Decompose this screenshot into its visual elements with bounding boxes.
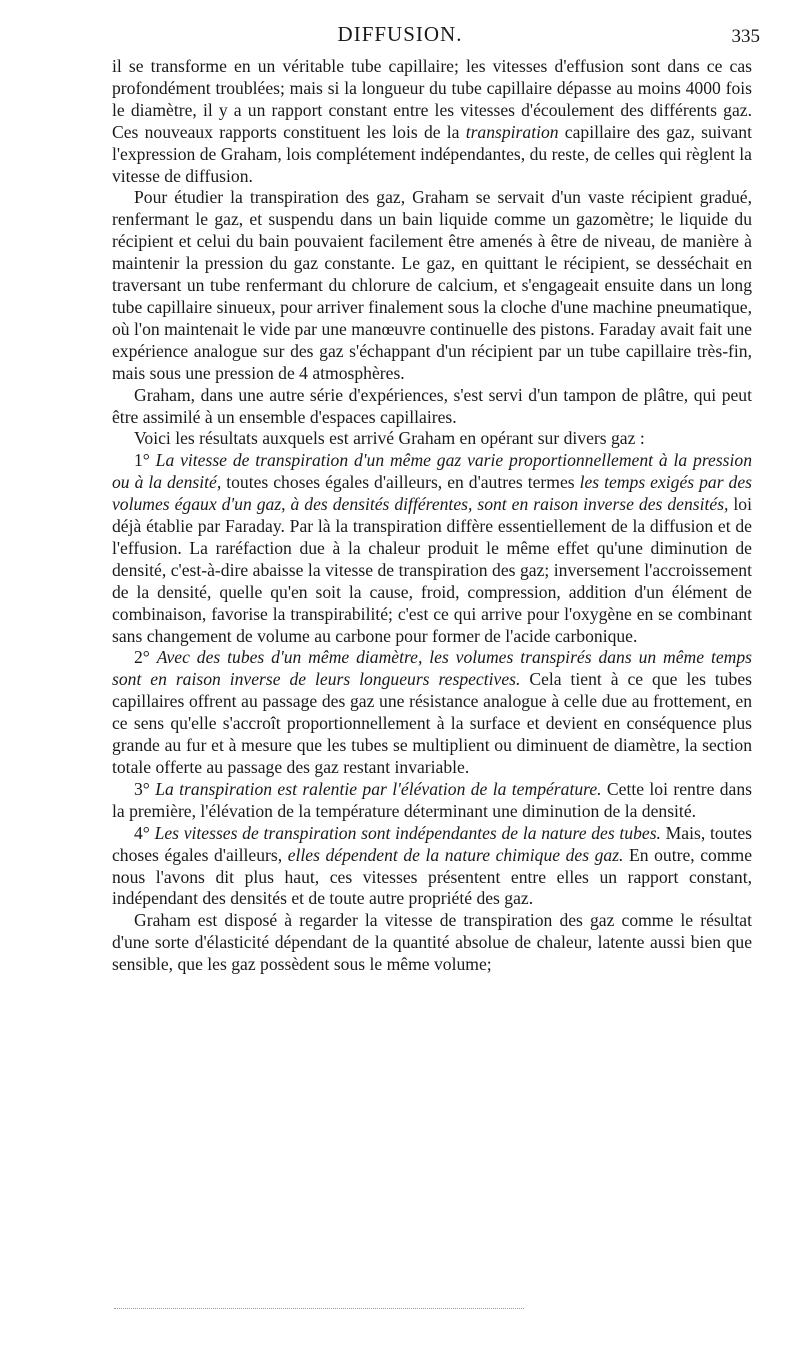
body-text <box>112 56 752 976</box>
italic-text: elles dépendent de la nature chimique des gaz. <box>287 844 624 865</box>
text-run: loi déjà établie par Faraday. Par là la transpiration diffère essentiellement de la diffusion et de l'effusion. La raréfaction due à la chaleur produit le même effet qu'une diminution de densité, c'est-à-dire abaisse la vitesse de transpiration des gaz; inversement l'accroissement de la densité, quelle qu'en soit la cause, froid, compression, addition d'un élément de combinaison, favorise la transpirabilité; c'est ce qui arrive pour l'oxygène en se combinant sans changement de volume au carbone pour former de l'acide carbonique. <box>112 494 752 646</box>
paragraph-law-1 <box>112 450 752 647</box>
italic-text: La vitesse de transpiration d'un même gaz varie proportionnellement à la pression ou à la densité, <box>112 450 753 493</box>
running-title: DIFFUSION. <box>337 22 463 46</box>
italic-text: La transpiration est ralentie par l'élévation de la température. <box>155 778 602 799</box>
italic-text: Avec des tubes d'un même diamètre, les volumes transpirés dans un même temps sont en raison inverse de leurs longueurs respectives. <box>112 647 752 690</box>
italic-text: Les vitesses de transpiration sont indépendantes de la nature des tubes. <box>154 822 661 843</box>
text-run: 4° <box>134 822 155 843</box>
page-number: 335 <box>731 26 760 47</box>
text-run: Graham, dans une autre série d'expériences, s'est servi d'un tampon de plâtre, qui peut être assimilé à un ensemble d'espaces capillaires. <box>112 384 752 427</box>
paragraph-results-intro <box>112 428 752 450</box>
text-run: 2° <box>134 647 157 668</box>
text-run: Voici les résultats auxquels est arrivé Graham en opérant sur divers gaz : <box>134 428 645 449</box>
text-run: Pour étudier la transpiration des gaz, Graham se servait d'un vaste récipient gradué, renfermant le gaz, et suspendu dans un bain liquide comme un gazomètre; le liquide du récipient et celui du bain pouvaient facilement être amenés à être de niveau, de manière à maintenir la pression du gaz constante. Le gaz, en quittant le récipient, se desséchait en traversant un tube renfermant du chlorure de calcium, et s'engageait ensuite dans un long tube capillaire sinueux, pour arriver finalement sous la cloche d'une machine pneumatique, où l'on maintenait le vide par une manœuvre continuelle des pistons. Faraday avait fait une expérience analogue sur des gaz s'échappant d'un récipient par un tube capillaire très-fin, mais sous une pression de 4 atmosphères. <box>112 187 752 383</box>
text-run: 1° <box>134 450 156 471</box>
text-run: Cette loi rentre dans la première, l'élévation de la température déterminant une diminution de la densité. <box>112 778 752 821</box>
paragraph-law-4 <box>112 823 752 911</box>
text-run: il se transforme en un véritable tube capillaire; les vitesses d'effusion sont dans ce cas profondément troublées; mais si la longueur du tube capillaire dépasse au moins 4000 fois le diamètre, il y a un rapport constant entre les vitesses d'écoulement des différents gaz. Ces nouveaux rapports constituent les lois de la <box>112 56 752 142</box>
italic-text: les temps exigés par des volumes égaux d'un gaz, à des densités différentes, sont en raison inverse des densités, <box>112 472 752 515</box>
text-run: En outre, comme nous l'avons dit plus haut, ces vitesses présentent entre elles un rapport constant, indépendant des densités et de toute autre propriété des gaz. <box>112 844 753 909</box>
text-run: Mais, toutes choses égales d'ailleurs, <box>112 822 752 865</box>
text-run: toutes choses égales d'ailleurs, en d'autres termes <box>221 472 580 493</box>
text-run: capillaire des gaz, suivant l'expression de Graham, lois complétement indépendantes, du reste, de celles qui règlent la vitesse de diffusion. <box>112 121 752 186</box>
text-run: Cela tient à ce que les tubes capillaires offrent au passage des gaz une résistance analogue à celle due au frottement, en ce sens qu'elle s'accroît proportionnellement à la surface et devient en conséquence plus grande au fur et à mesure que les tubes se multiplient ou diminuent de diamètre, la section totale offerte au passage des gaz restant invariable. <box>112 669 753 777</box>
paragraph-law-3 <box>112 779 752 823</box>
paragraph-apparatus <box>112 187 752 384</box>
footer-dotted-rule <box>114 1308 524 1309</box>
text-run: 3° <box>134 778 156 799</box>
italic-text: transpiration <box>465 121 559 142</box>
text-run: Graham est disposé à regarder la vitesse de transpiration des gaz comme le résultat d'une sorte d'élasticité dépendant de la quantité absolue de chaleur, latente aussi bien que sensible, que les gaz possèdent sous le même volume; <box>112 910 752 975</box>
paragraph-continuation <box>112 56 752 187</box>
paragraph-plaster-experiments <box>112 385 752 429</box>
page-header <box>0 22 800 52</box>
paragraph-graham-hypothesis <box>112 910 752 976</box>
paragraph-law-2 <box>112 647 752 778</box>
